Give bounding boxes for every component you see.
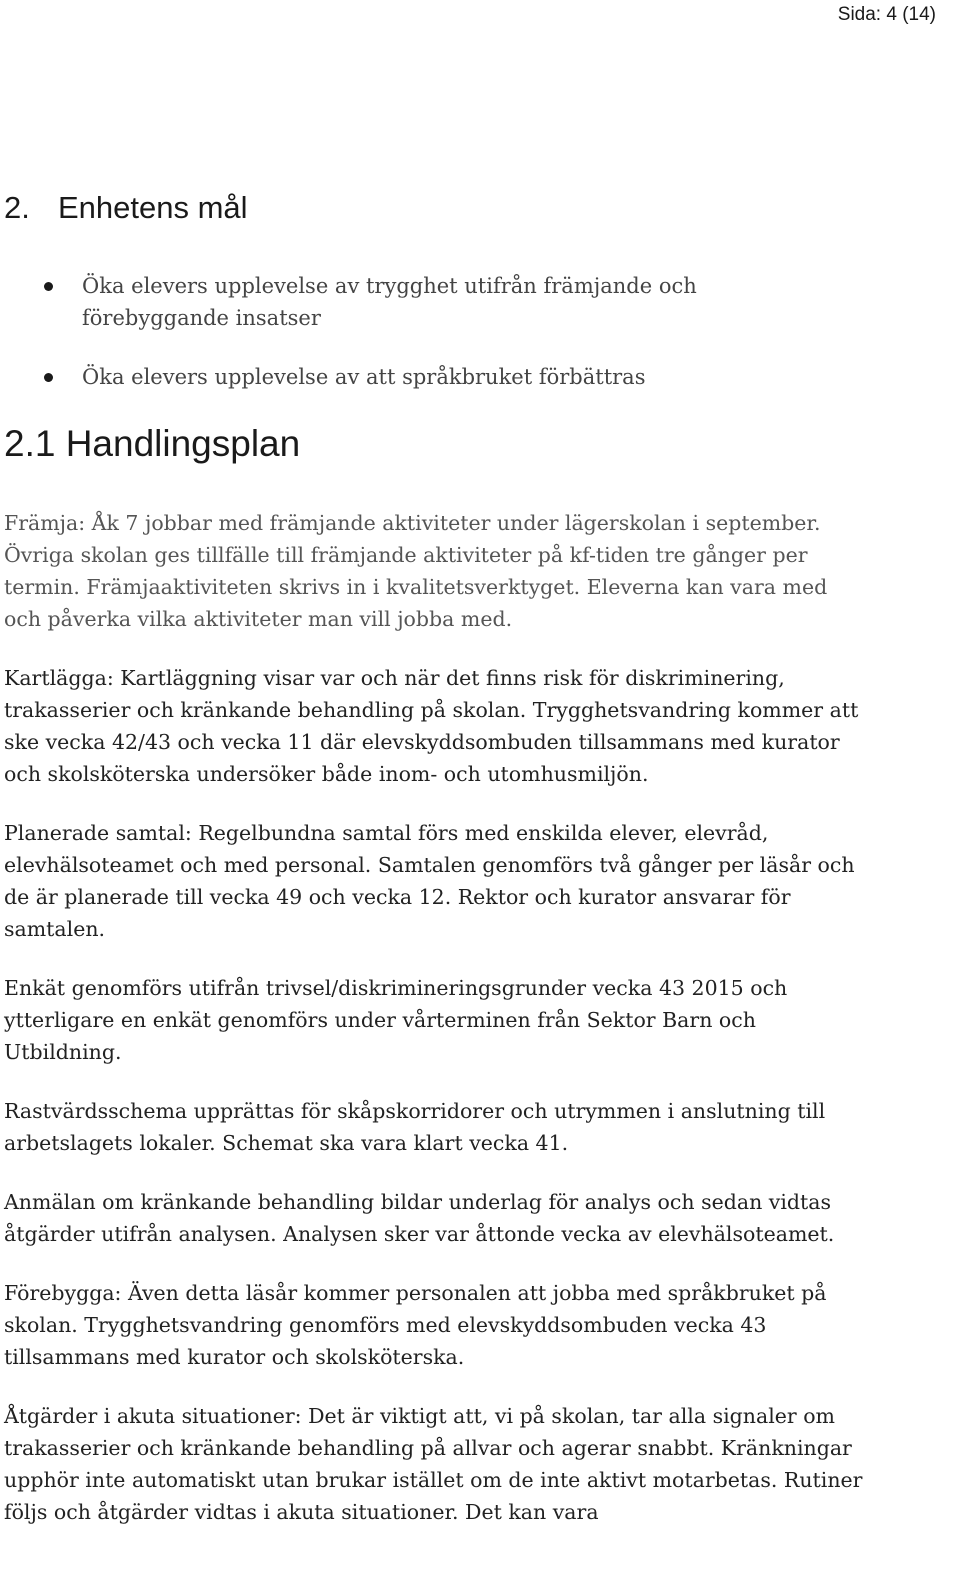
section-title: Enhetens mål [58, 190, 248, 225]
paragraph-promote: Främja: Åk 7 jobbar med främjande aktiviteter under lägerskolan i september. Övriga skolan ges tillfälle till främjande aktiviteter på kf-tiden tre gånger per termin. Främjaaktiviteten skrivs in i kvalitetsverktyget. Eleverna kan vara med och påverka vilka aktiviteter man vill jobba med. [4, 511, 828, 631]
paragraph-questionnaire: Enkät genomförs utifrån trivsel/diskrimineringsgrunder vecka 43 2015 och ytterligare en enkät genomförs under vårterminen från Sektor Barn och Utbildning. [4, 976, 788, 1064]
paragraph-acute-measures: Åtgärder i akuta situationer: Det är viktigt att, vi på skolan, tar alla signaler om trakasserier och kränkande behandling på allvar och agerar snabbt. Kränkningar upphör inte automatiskt utan brukar istället om de inte aktivt motarbetas. Rutiner följs och åtgärder vidtas i akuta situationer. Det kan vara [4, 1404, 863, 1524]
paragraph-break-duty: Rastvärdsschema upprättas för skåpskorridorer och utrymmen i anslutning till arbetslagets lokaler. Schemat ska vara klart vecka 41. [4, 1099, 826, 1155]
paragraph-reporting: Anmälan om kränkande behandling bildar underlag för analys och sedan vidtas åtgärder utifrån analysen. Analysen sker var åttonde vecka av elevhälsoteamet. [4, 1190, 835, 1246]
paragraph-prevent: Förebygga: Även detta läsår kommer personalen att jobba med språkbruket på skolan. Trygghetsvandring genomförs med elevskyddsombuden vecka 43 tillsammans med kurator och skolsköterska. [4, 1281, 827, 1369]
paragraph-survey: Kartlägga: Kartläggning visar var och när det finns risk för diskriminering, trakasserier och kränkande behandling på skolan. Trygghetsvandring kommer att ske vecka 42/43 och vecka 11 där elevskyddsombuden tillsammans med kurator och skolsköterska undersöker både inom- och utomhusmiljön. [4, 666, 859, 786]
paragraph-planned-talks: Planerade samtal: Regelbundna samtal förs med enskilda elever, elevråd, elevhälsoteamet och med personal. Samtalen genomförs två gånger per läsår och de är planerade till vecka 49 och vecka 12. Rektor och kurator ansvarar för samtalen. [4, 821, 855, 941]
goal-item [4, 270, 764, 334]
goal-text: Öka elevers upplevelse av att språkbruket förbättras [82, 365, 646, 389]
goal-item [4, 361, 764, 393]
bullet-icon [44, 373, 53, 382]
section-number: 2. [4, 190, 30, 225]
goal-text: Öka elevers upplevelse av trygghet utifrån främjande och förebyggande insatser [82, 274, 697, 330]
action-plan-text [4, 507, 864, 1555]
goals-list [4, 270, 764, 420]
bullet-icon [44, 282, 53, 291]
page-number: Sida: 4 (14) [837, 4, 936, 25]
section-heading-goals [4, 186, 248, 230]
section-heading-action-plan: 2.1 Handlingsplan [4, 423, 301, 464]
